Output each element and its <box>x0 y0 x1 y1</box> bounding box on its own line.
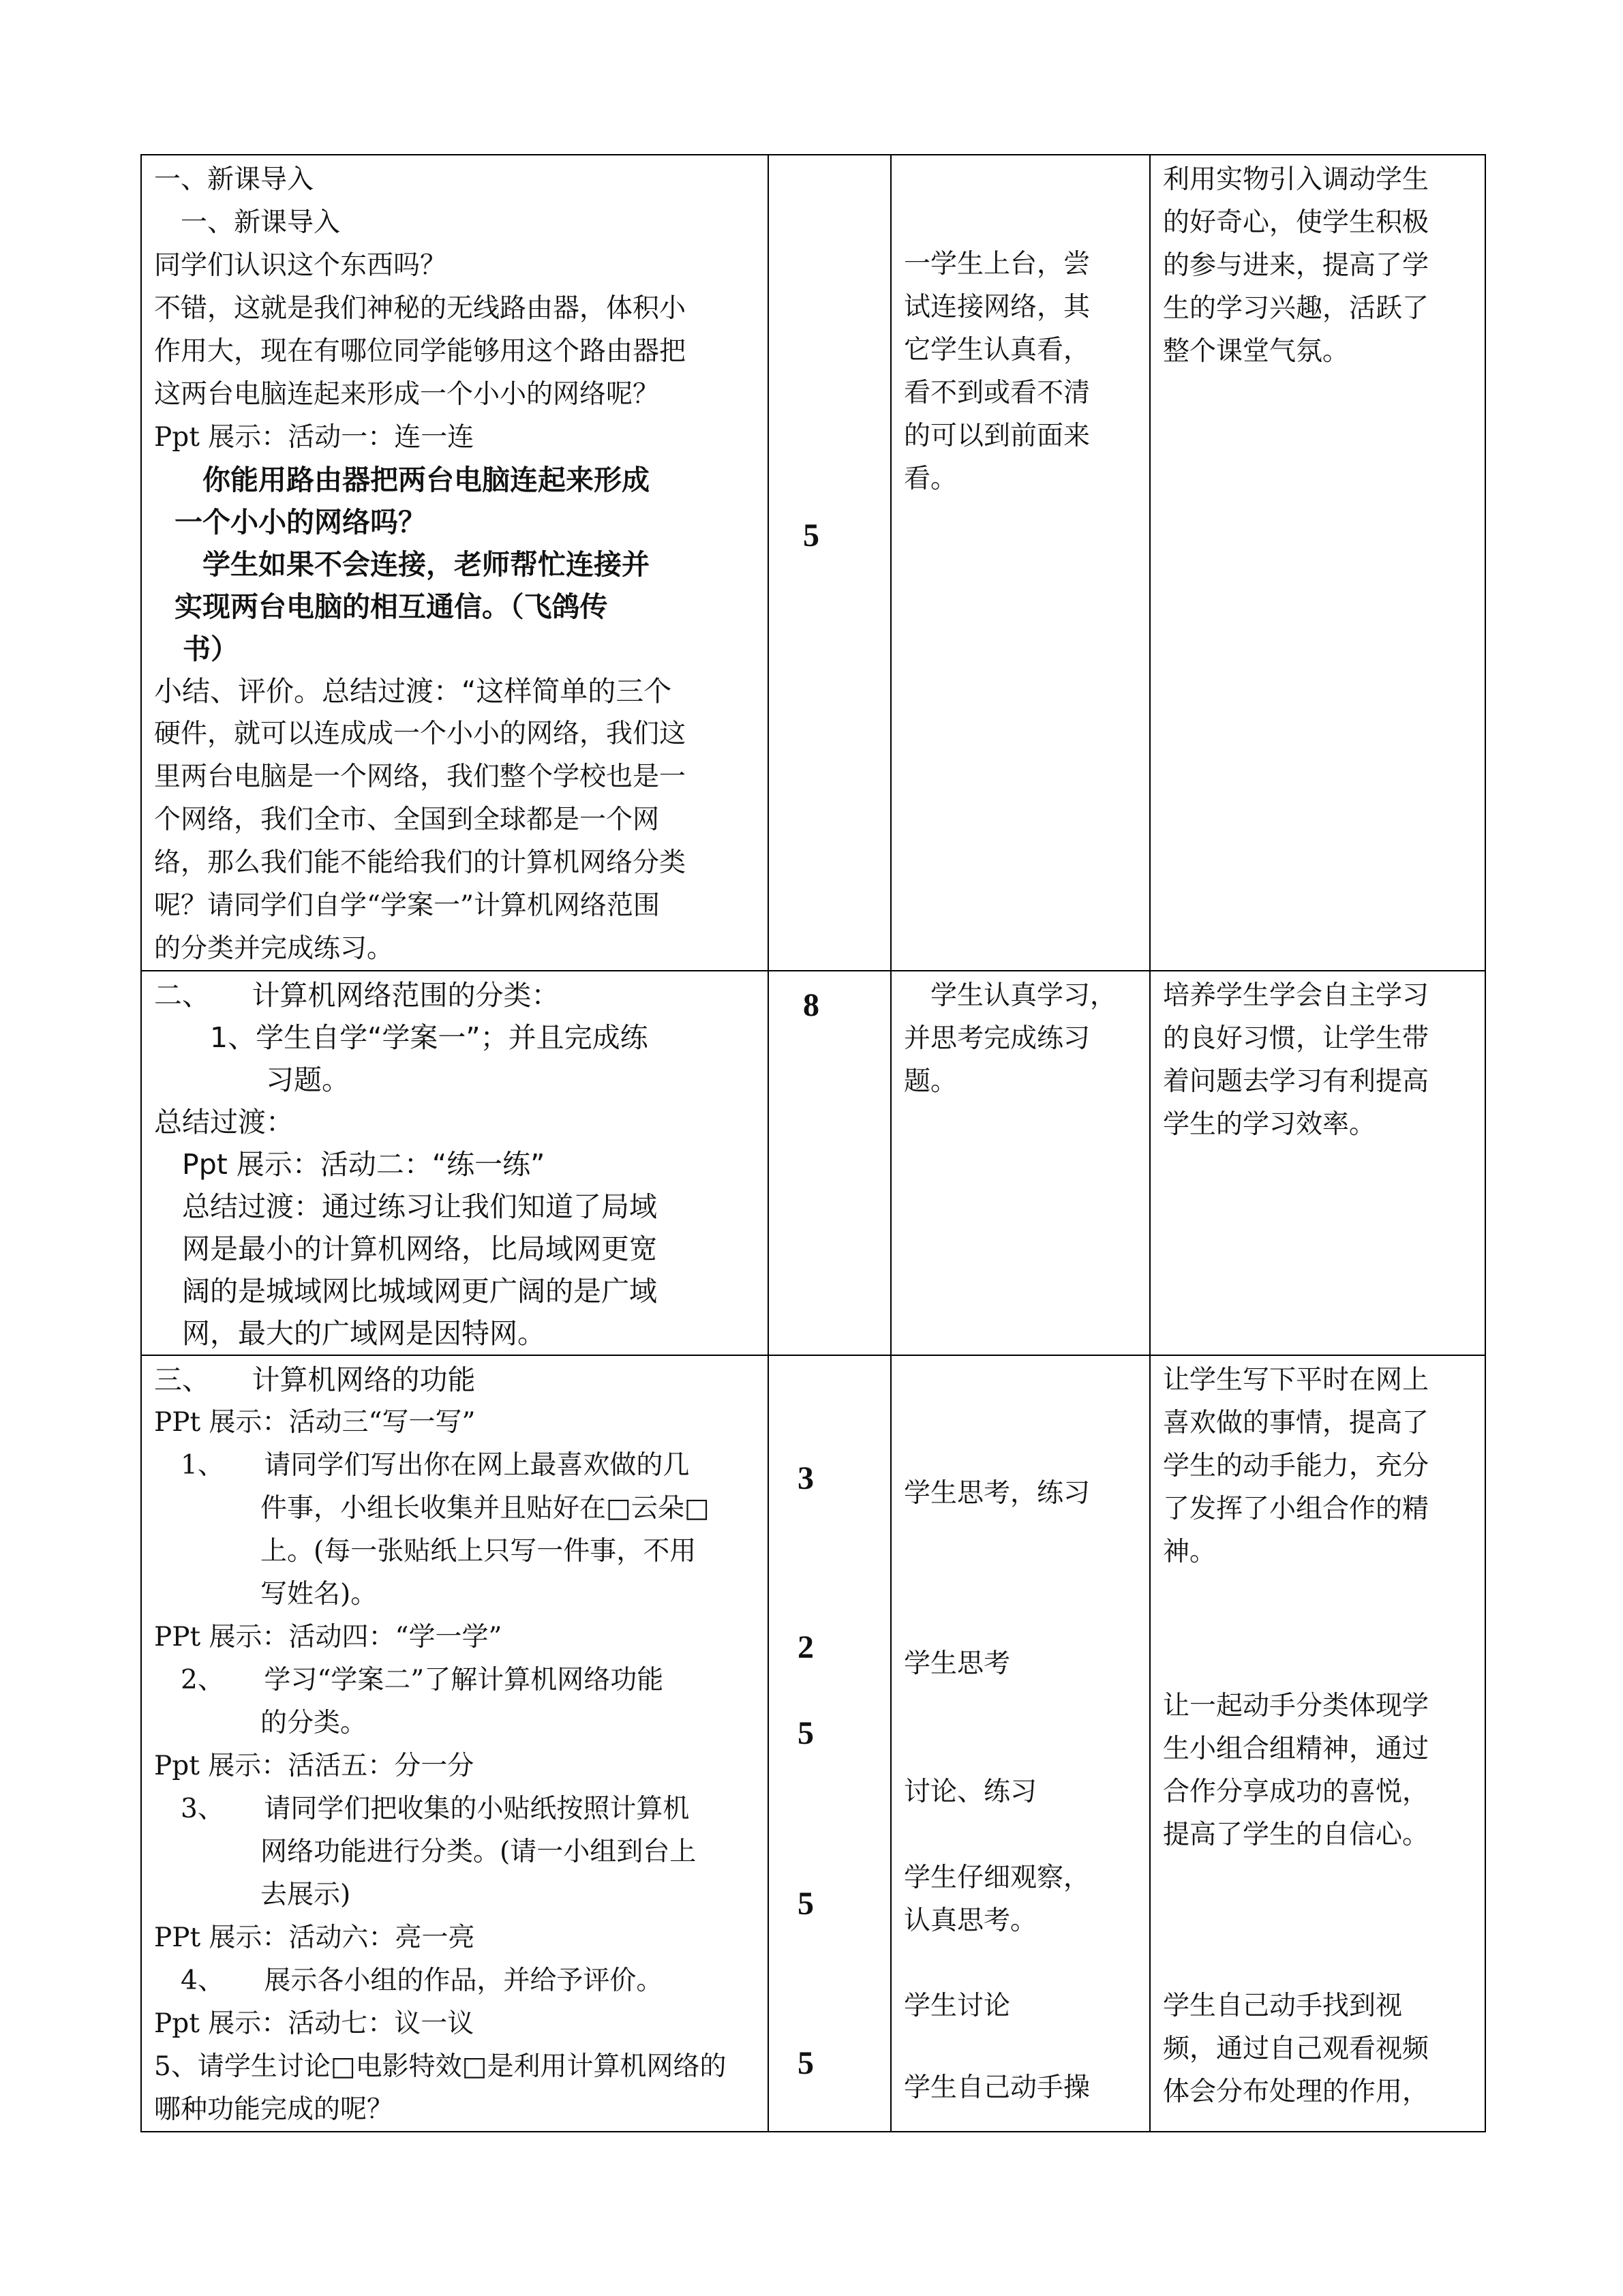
text-line: 的参与进来，提高了学 <box>1163 250 1429 281</box>
text-line: Ppt 展示：活动一：连一连 <box>154 422 474 453</box>
text-line: 的好奇心，使学生积极 <box>1163 207 1429 238</box>
text-line: 看。 <box>904 464 958 494</box>
content-cell <box>141 1355 768 2132</box>
text-line: 的分类。 <box>154 1708 367 1738</box>
text-line: 写姓名)。 <box>154 1579 378 1610</box>
time-value: 5 <box>798 1715 814 1751</box>
text-line: 学生的动手能力，充分 <box>1163 1451 1429 1481</box>
design-intent-cell <box>1150 971 1485 1355</box>
text-line: 这两台电脑连起来形成一个小小的网络呢？ <box>154 379 660 410</box>
text-line: 学生思考 <box>904 1648 1011 1679</box>
text-line: 2、 学习“学案二”了解计算机网络功能 <box>154 1665 664 1695</box>
text-line: 频，通过自己观看视频 <box>1163 2034 1429 2064</box>
text-line: 喜欢做的事情，提高了 <box>1163 1408 1429 1438</box>
text-line: Ppt 展示：活活五：分一分 <box>154 1751 474 1781</box>
time-cell <box>768 971 891 1355</box>
text-line: PPt 展示：活动三“写一写” <box>154 1407 476 1438</box>
text-line: 上。(每一张贴纸上只写一件事，不用 <box>154 1536 697 1567</box>
text-line: 利用实物引入调动学生 <box>1163 164 1429 195</box>
text-line: Ppt 展示：活动七：议一议 <box>154 2008 474 2039</box>
design-intent-cell <box>1150 155 1485 971</box>
text-line: PPt 展示：活动六：亮一亮 <box>154 1922 475 1953</box>
text-line: 的良好习惯，让学生带 <box>1163 1023 1429 1054</box>
text-line: 培养学生学会自主学习 <box>1163 980 1429 1011</box>
text-line: 1、学生自学“学案一”；并且完成练 <box>154 1021 648 1054</box>
text-line: 并思考完成练习 <box>904 1023 1091 1054</box>
time-value: 3 <box>798 1460 814 1496</box>
text-line: 硬件，就可以连成成一个小小的网络，我们这 <box>154 719 686 749</box>
time-value: 5 <box>798 2045 814 2081</box>
text-line: Ppt 展示：活动二：“练一练” <box>154 1148 545 1181</box>
text-line: 总结过渡： <box>154 1106 294 1138</box>
bold-question: 一个小小的网络吗？ <box>175 506 426 539</box>
content-cell <box>141 971 768 1355</box>
content-cell <box>141 155 768 971</box>
section-heading: 二、 计算机网络范围的分类： <box>154 979 560 1012</box>
text-line: 让学生写下平时在网上 <box>1163 1365 1429 1395</box>
text-line: 作用大，现在有哪位同学能够用这个路由器把 <box>154 336 686 367</box>
text-line: 网，最大的广域网是因特网。 <box>154 1317 545 1350</box>
section-heading: 三、 计算机网络的功能 <box>154 1363 476 1396</box>
text-line: 的可以到前面来 <box>904 421 1091 451</box>
text-line: 3、 请同学们把收集的小贴纸按照计算机 <box>154 1794 690 1824</box>
text-line: 生小组合组精神，通过 <box>1163 1734 1429 1764</box>
text-line: 学生认真学习， <box>904 980 1117 1011</box>
design-intent-cell <box>1150 1355 1485 2132</box>
time-value: 5 <box>803 517 819 554</box>
text-line: 体会分布处理的作用， <box>1163 2076 1429 2107</box>
bold-note: 学生如果不会连接，老师帮忙连接并 <box>175 548 650 581</box>
student-activity-cell <box>891 1355 1150 2132</box>
text-line: 络，那么我们能不能给我们的计算机网络分类 <box>154 847 686 878</box>
time-value: 2 <box>798 1629 814 1665</box>
text-line: 去展示) <box>154 1879 351 1910</box>
table-row <box>141 155 1485 971</box>
text-line: 的分类并完成练习。 <box>154 933 394 964</box>
text-line: 神。 <box>1163 1537 1217 1567</box>
section-heading: 一、新课导入 <box>154 164 314 195</box>
time-cell <box>768 155 891 971</box>
text-line: 个网络，我们全市、全国到全球都是一个网 <box>154 804 660 835</box>
table-row <box>141 1355 1485 2132</box>
student-activity-cell <box>891 155 1150 971</box>
text-line: 总结过渡：通过练习让我们知道了局域 <box>154 1190 657 1223</box>
text-line: 习题。 <box>154 1063 350 1096</box>
lesson-plan-table <box>140 154 1486 2132</box>
text-line: PPt 展示：活动四：“学一学” <box>154 1622 502 1652</box>
text-line: 了发挥了小组合作的精 <box>1163 1494 1429 1524</box>
text-line: 讨论、练习 <box>904 1777 1037 1807</box>
text-line: 网是最小的计算机网络，比局域网更宽 <box>154 1233 657 1265</box>
student-activity-cell <box>891 971 1150 1355</box>
text-line: 认真思考。 <box>904 1905 1037 1936</box>
table-row <box>141 971 1485 1355</box>
text-line: 着问题去学习有利提高 <box>1163 1066 1429 1097</box>
text-line: 让一起动手分类体现学 <box>1163 1691 1429 1721</box>
text-line: 同学们认识这个东西吗？ <box>154 250 447 281</box>
text-line: 学生的学习效率。 <box>1163 1109 1376 1140</box>
text-line: 5、请学生讨论□电影特效□是利用计算机网络的 <box>154 2051 727 2082</box>
time-value: 5 <box>798 1886 814 1922</box>
text-line: 阔的是城域网比城域网更广阔的是广域 <box>154 1275 657 1308</box>
text-line: 呢？请同学们自学“学案一”计算机网络范围 <box>154 890 660 921</box>
text-line: 网络功能进行分类。(请一小组到台上 <box>154 1837 697 1867</box>
text-line: 试连接网络，其 <box>904 292 1091 322</box>
text-line: 件事，小组长收集并且贴好在□云朵□ <box>154 1493 710 1524</box>
text-line: 提高了学生的自信心。 <box>1163 1819 1429 1850</box>
text-line: 学生讨论 <box>904 1991 1011 2021</box>
time-cell <box>768 1355 891 2132</box>
text-line: 学生仔细观察， <box>904 1862 1091 1893</box>
text-line: 生的学习兴趣，活跃了 <box>1163 293 1429 324</box>
bold-note: 书） <box>183 633 239 665</box>
text-line: 4、 展示各小组的作品，并给予评价。 <box>154 1965 663 1996</box>
bold-note: 实现两台电脑的相互通信。（飞鸽传 <box>175 590 608 623</box>
time-value: 8 <box>803 987 819 1023</box>
text-line: 学生自己动手操 <box>904 2072 1091 2103</box>
text-line: 题。 <box>904 1066 958 1097</box>
text-line: 哪种功能完成的呢？ <box>154 2094 394 2125</box>
text-line: 不错，这就是我们神秘的无线路由器，体积小 <box>154 293 686 324</box>
text-line: 小结、评价。总结过渡：“这样简单的三个 <box>154 675 672 708</box>
text-line: 1、 请同学们写出你在网上最喜欢做的几 <box>154 1450 690 1481</box>
text-line: 它学生认真看， <box>904 335 1091 365</box>
text-line: 里两台电脑是一个网络，我们整个学校也是一 <box>154 761 686 792</box>
text-line: 看不到或看不清 <box>904 378 1091 408</box>
text-line: 学生自己动手找到视 <box>1163 1991 1403 2021</box>
text-line: 学生思考，练习 <box>904 1478 1091 1509</box>
bold-question: 你能用路由器把两台电脑连起来形成 <box>175 464 650 496</box>
text-line: 合作分享成功的喜悦， <box>1163 1777 1429 1807</box>
text-line: 一学生上台，尝 <box>904 249 1091 280</box>
text-line: 一、新课导入 <box>154 207 341 238</box>
text-line: 整个课堂气氛。 <box>1163 336 1350 367</box>
